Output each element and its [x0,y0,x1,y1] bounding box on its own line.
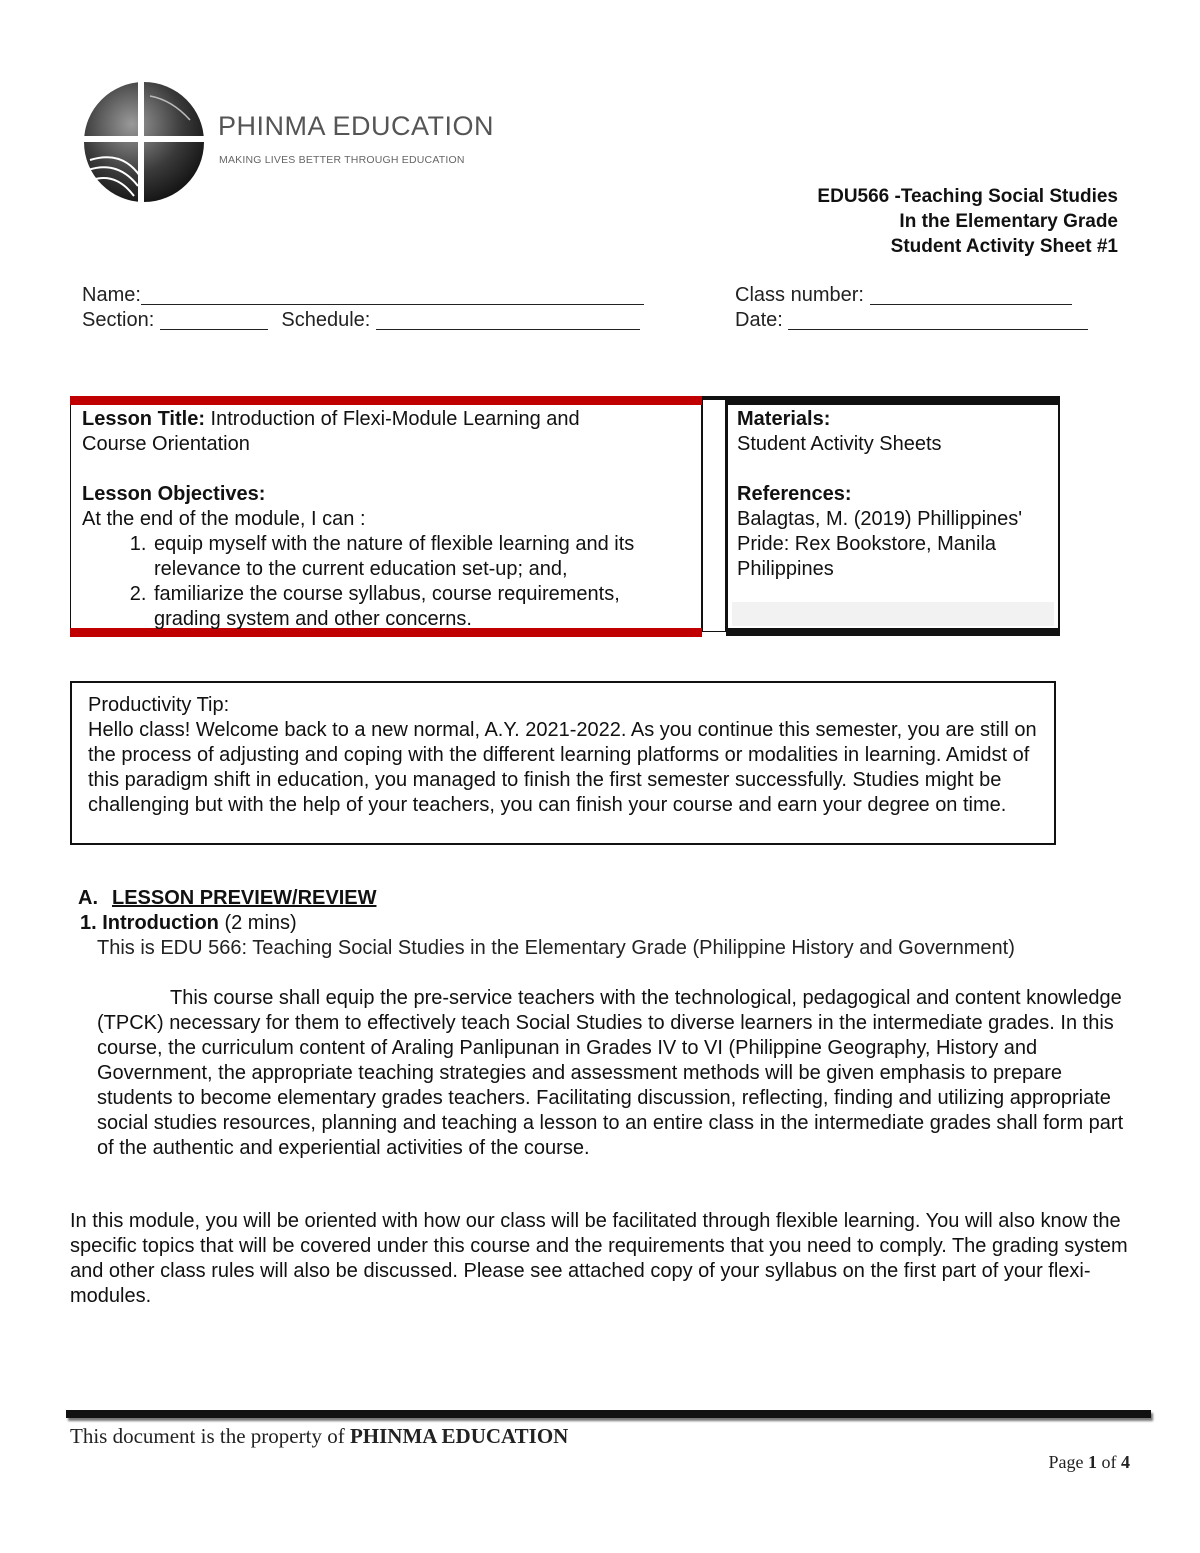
module-overview-paragraph: In this module, you will be oriented with how our class will be facilitated through flexible learning. You will also know the specific topics that will be covered under this course and the requirements that you need to comply. The grading system and other class rules will also be discussed. Please see attached copy of your syllabus on the first part of your flexi-modules. [70,1210,1128,1307]
class-number-label: Class number: [735,284,864,306]
footer-property-notice [70,1424,568,1449]
lesson-objectives-block [82,482,692,632]
materials-top-rule [726,396,1060,405]
section-schedule-row [82,308,640,333]
class-number-field[interactable] [735,283,1072,308]
lesson-top-rule [70,396,702,405]
footer-property-org: PHINMA EDUCATION [349,1424,569,1448]
lesson-title-label: Lesson Title: [82,408,205,430]
logo-name: PHINMA EDUCATION [218,111,495,141]
page-total: 4 [1121,1452,1130,1472]
date-field[interactable] [735,308,1088,333]
objectives-list [82,532,692,632]
activity-sheet-title: Student Activity Sheet #1 [890,236,1118,257]
lesson-objectives-label: Lesson Objectives: [82,483,266,505]
materials-bottom-rule [726,628,1060,636]
page-current: 1 [1088,1452,1097,1472]
course-line: This is EDU 566: Teaching Social Studies in the Elementary Grade (Philippine History and Government) [97,937,1015,959]
class-number-blank[interactable] [870,284,1072,305]
materials-box [726,396,1060,638]
phinma-logo [82,80,495,204]
references-block [737,482,1037,582]
lesson-title-block [82,407,692,457]
objective-item: 1. equip myself with the nature of flexible learning and its relevance to the current education set-up; and, [152,532,692,582]
schedule-blank[interactable] [376,309,640,330]
page-number [1049,1450,1131,1475]
introduction-time: (2 mins) [218,912,297,934]
introduction-label: 1. Introduction [80,912,219,934]
course-header [817,184,1118,259]
references-value: Balagtas, M. (2019) Phillippines' Pride: Rex Bookstore, Manila Philippines [737,508,1023,580]
references-label: References: [737,483,852,505]
lesson-objectives-intro: At the end of the module, I can : [82,508,366,530]
productivity-tip-box [70,681,1056,845]
course-title-line1: EDU566 -Teaching Social Studies [817,186,1118,207]
materials-value: Student Activity Sheets [737,433,942,455]
course-description-paragraph: This course shall equip the pre-service teachers with the technological, pedagogical and content knowledge (TPCK) necessary for them to effectively teach Social Studies to diverse learners in the intermediate grades. In this course, the curriculum content of Araling Panlipunan in Grades IV to VI (Philippine Geography, History and Government, the appropriate teaching strategies and assessment methods will be given emphasis to prepare students to become elementary grades teachers. Facilitating discussion, reflecting, finding and utilizing appropriate social studies resources, planning and teaching a lesson to an entire class in the intermediate grades shall form part of the authentic and experiential activities of the course. [97,987,1124,1159]
course-title-line2: In the Elementary Grade [899,211,1118,232]
name-blank[interactable] [141,284,644,305]
productivity-tip-label: Productivity Tip: [88,694,230,716]
footer-rule [66,1410,1151,1418]
materials-label: Materials: [737,408,831,430]
section-a-title: LESSON PREVIEW/REVIEW [112,887,377,909]
lesson-title-value-cont: Course Orientation [82,433,250,455]
productivity-tip-text: Hello class! Welcome back to a new normal, A.Y. 2021-2022. As you continue this semester, you are still on the process of adjusting and coping with the different learning platforms or modalities in learning. Amidst of this paradigm shift in education, you managed to finish the first semester successfully. Studies might be challenging but with the help of your teachers, you can finish your course and earn your degree on time. [88,719,1037,816]
lesson-title-value: Introduction of Flexi-Module Learning and [205,408,580,430]
lesson-box [70,396,702,637]
page-prefix: Page [1048,1452,1088,1472]
objective-item: 2. familiarize the course syllabus, course requirements, grading system and other concerns. [152,582,692,632]
section-a-letter: A. [78,887,98,909]
materials-shade [732,602,1054,626]
name-field[interactable] [82,283,644,308]
materials-block [737,407,1047,457]
box-divider [702,396,726,632]
introduction-heading [80,911,297,936]
section-label: Section: [82,309,155,331]
name-label: Name: [82,284,141,306]
schedule-label: Schedule: [281,309,371,331]
logo-tagline: MAKING LIVES BETTER THROUGH EDUCATION [219,154,465,166]
date-label: Date: [735,309,783,331]
logo-emblem-icon [82,80,207,204]
footer-property-prefix: This document is the property of [70,1424,350,1448]
date-blank[interactable] [788,309,1088,330]
page-of: of [1097,1452,1121,1472]
section-blank[interactable] [160,309,268,330]
section-a-heading [78,886,376,911]
